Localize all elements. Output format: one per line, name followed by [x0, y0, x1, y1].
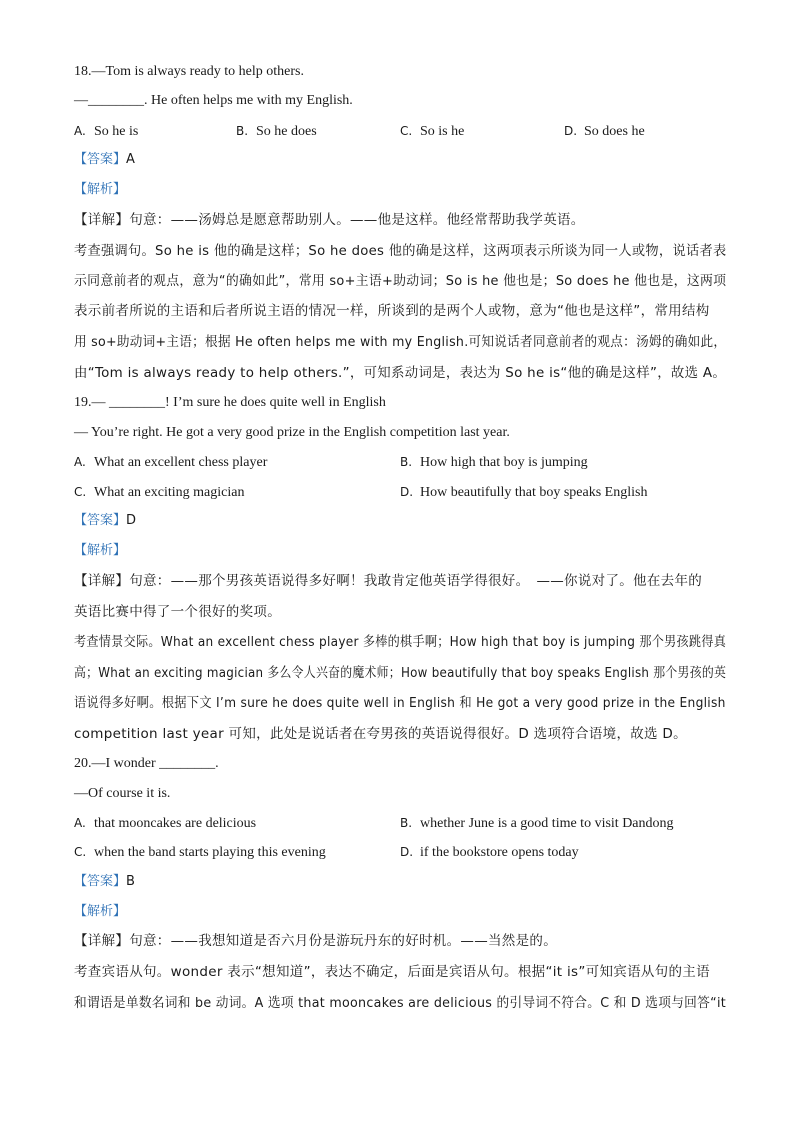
option-text: when the band starts playing this evening	[94, 845, 326, 860]
option-letter: A.	[74, 455, 86, 469]
q18-option-c	[400, 121, 464, 142]
option-letter: D.	[564, 124, 578, 138]
q20-option-a	[74, 813, 256, 834]
option-text: So he is	[94, 124, 139, 139]
q18-option-b	[236, 121, 317, 142]
option-text: So he does	[256, 124, 317, 139]
q19-option-c	[74, 482, 244, 503]
option-text: How beautifully that boy speaks English	[420, 485, 648, 500]
answer-value: A	[126, 152, 135, 167]
q19-explain-line: 高；What an exciting magician 多么令人兴奋的魔术师；How beautifully that boy speaks English 那个男孩的英	[74, 665, 727, 681]
option-letter: B.	[236, 124, 249, 138]
option-text: What an exciting magician	[94, 485, 245, 500]
q18-explain-line: 由“Tom is always ready to help others.”，可知系动词是，表达为 So he is“他的确是这样”，故选 A。	[74, 365, 727, 381]
q19-detail-line: 【详解】句意：——那个男孩英语说得多好啊！我敢肯定他英语学得很好。 ——你说对了。他在去年的	[74, 573, 703, 589]
q19-stem-line2: — You’re right. He got a very good prize in the English competition last year.	[74, 425, 510, 440]
q20-stem-line2: —Of course it is.	[74, 786, 171, 801]
q20-option-b	[400, 813, 674, 834]
option-text: whether June is a good time to visit Dandong	[420, 816, 674, 831]
option-letter: C.	[74, 485, 87, 499]
option-text: So does he	[584, 124, 645, 139]
q19-option-b	[400, 452, 588, 473]
q18-explain-line: 示同意前者的观点，意为“的确如此”，常用 so+主语+助动词；So is he 他也是；So does he 他也是，这两项	[74, 273, 727, 289]
q19-option-a	[74, 452, 267, 473]
q19-analysis-label: 【解析】	[74, 543, 127, 558]
q20-detail: 【详解】句意：——我想知道是否六月份是游玩丹东的好时机。——当然是的。	[74, 933, 557, 949]
q20-stem-line1: 20.—I wonder ________.	[74, 756, 219, 771]
q20-answer	[74, 872, 135, 892]
q19-explain-line: 考查情景交际。What an excellent chess player 多棒的棋手啊；How high that boy is jumping 那个男孩跳得真	[74, 634, 727, 650]
q18-explain-line: 表示前者所说的主语和后者所说主语的情况一样，所谈到的是两个人或物，意为“他也是这样”，常用结构	[74, 303, 710, 319]
q20-option-c	[74, 842, 326, 863]
answer-value: D	[126, 513, 137, 528]
q20-explain-line: 和谓语是单数名词和 be 动词。A 选项 that mooncakes are delicious 的引导词不符合。C 和 D 选项与回答“it	[74, 995, 727, 1011]
option-letter: C.	[400, 124, 413, 138]
q20-explain-line: 考查宾语从句。wonder 表示“想知道”，表达不确定，后面是宾语从句。根据“it is”可知宾语从句的主语	[74, 964, 710, 980]
option-letter: A.	[74, 124, 86, 138]
q18-option-d	[564, 121, 645, 142]
answer-label: 【答案】	[74, 513, 127, 528]
option-letter: B.	[400, 816, 413, 830]
option-text: What an excellent chess player	[94, 455, 268, 470]
option-letter: C.	[74, 845, 87, 859]
q18-stem-line2: —________. He often helps me with my English.	[74, 93, 353, 108]
q18-answer	[74, 150, 135, 170]
q19-stem-line1: 19.— ________! I’m sure he does quite well in English	[74, 395, 386, 410]
q19-explain-line: competition last year 可知，此处是说话者在夸男孩的英语说得很好。D 选项符合语境，故选 D。	[74, 726, 687, 742]
answer-label: 【答案】	[74, 152, 127, 167]
q18-detail: 【详解】句意：——汤姆总是愿意帮助别人。——他是这样。他经常帮助我学英语。	[74, 212, 585, 228]
q19-explain-line: 语说得多好啊。根据下文 I’m sure he does quite well in English 和 He got a very good prize in the English	[74, 695, 726, 711]
answer-value: B	[126, 874, 135, 889]
option-text: if the bookstore opens today	[420, 845, 579, 860]
answer-label: 【答案】	[74, 874, 127, 889]
q18-stem-line1: 18.—Tom is always ready to help others.	[74, 64, 304, 79]
option-text: How high that boy is jumping	[420, 455, 588, 470]
q18-analysis-label: 【解析】	[74, 182, 127, 197]
q18-explain-line: 考查强调句。So he is 他的确是这样；So he does 他的确是这样，这两项表示所谈为同一人或物，说话者表	[74, 243, 727, 259]
q20-option-d	[400, 842, 579, 863]
q20-analysis-label: 【解析】	[74, 904, 127, 919]
q19-option-d	[400, 482, 647, 503]
option-letter: D.	[400, 845, 414, 859]
option-letter: A.	[74, 816, 86, 830]
option-letter: B.	[400, 455, 413, 469]
q19-detail-line: 英语比赛中得了一个很好的奖项。	[74, 604, 281, 620]
q18-explain-line: 用 so+助动词+主语；根据 He often helps me with my English.可知说话者同意前者的观点：汤姆的确如此，	[74, 334, 727, 350]
option-letter: D.	[400, 485, 414, 499]
q18-option-a	[74, 121, 138, 142]
q19-answer	[74, 511, 136, 531]
option-text: So is he	[420, 124, 465, 139]
option-text: that mooncakes are delicious	[94, 816, 257, 831]
